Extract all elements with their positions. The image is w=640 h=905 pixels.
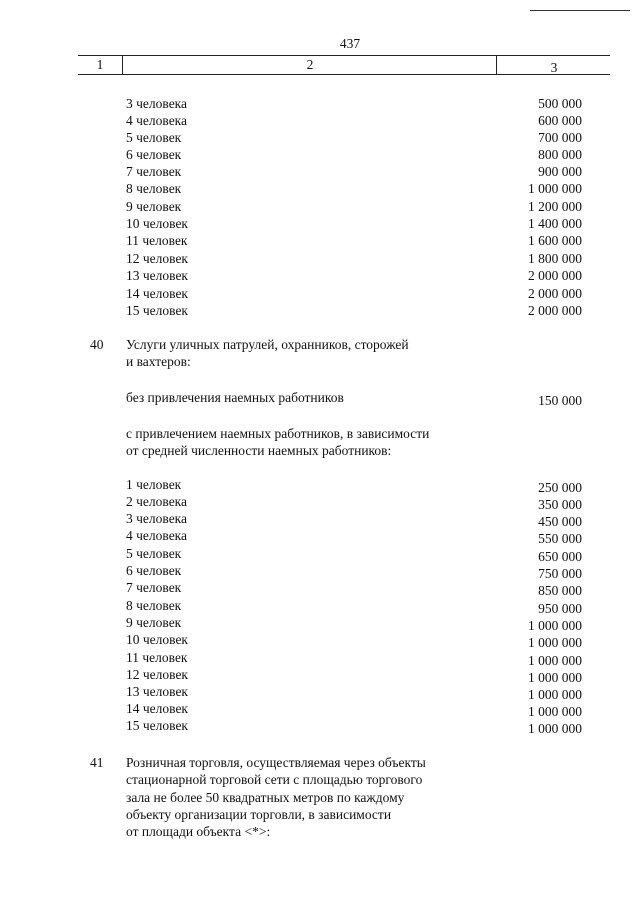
row-value: 1 000 000 <box>528 635 582 650</box>
list-item <box>0 129 640 146</box>
list-item <box>0 683 640 700</box>
row-value: 850 000 <box>538 583 582 598</box>
row-label: 9 человек <box>126 615 182 630</box>
without-hired-value: 150 000 <box>538 393 582 408</box>
item-41-text: Розничная торговля, осуществляемая через объекты <box>126 755 426 770</box>
without-hired-label: без привлечения наемных работников <box>126 390 344 405</box>
row-value: 500 000 <box>538 96 582 111</box>
row-value: 1 000 000 <box>528 653 582 668</box>
row-value: 1 200 000 <box>528 199 582 214</box>
item-40-title-line-1 <box>0 336 640 353</box>
row-label: 12 человек <box>126 667 188 682</box>
item-41-text: от площади объекта <*>: <box>126 824 271 839</box>
row-label: 9 человек <box>126 199 182 214</box>
list-item <box>0 250 640 267</box>
list-item <box>0 112 640 129</box>
list-item <box>0 614 640 631</box>
list-item <box>0 285 640 302</box>
with-hired-label: с привлечением наемных работников, в зависимости <box>126 426 430 441</box>
list-item <box>0 597 640 614</box>
row-value: 1 800 000 <box>528 251 582 266</box>
item-41-text: объекту организации торговли, в зависимости <box>126 807 392 822</box>
row-label: 14 человек <box>126 701 188 716</box>
row-value: 1 600 000 <box>528 233 582 248</box>
row-value: 350 000 <box>538 497 582 512</box>
list-item <box>0 510 640 527</box>
row-value: 2 000 000 <box>528 268 582 283</box>
row-value: 1 000 000 <box>528 618 582 633</box>
row-value: 2 000 000 <box>528 286 582 301</box>
row-label: 3 человека <box>126 96 188 111</box>
row-value: 1 000 000 <box>528 670 582 685</box>
row-label: 6 человек <box>126 563 182 578</box>
header-col-3-label: 3 <box>550 60 558 75</box>
row-label: 7 человек <box>126 580 182 595</box>
list-item <box>0 666 640 683</box>
row-value: 650 000 <box>538 549 582 564</box>
item-40-number: 40 <box>90 337 104 352</box>
list-item <box>0 700 640 717</box>
row-value: 550 000 <box>538 531 582 546</box>
with-hired-label-cont: от средней численности наемных работников: <box>126 443 392 458</box>
item-41-line-3 <box>0 789 640 806</box>
row-value: 2 000 000 <box>528 303 582 318</box>
row-label: 11 человек <box>126 233 188 248</box>
row-label: 10 человек <box>126 632 188 647</box>
row-label: 4 человека <box>126 528 188 543</box>
row-value: 1 000 000 <box>528 721 582 736</box>
row-label: 8 человек <box>126 181 182 196</box>
list-item <box>0 717 640 734</box>
item-41-line-1 <box>0 754 640 771</box>
row-label: 4 человека <box>126 113 188 128</box>
row-value: 450 000 <box>538 514 582 529</box>
item-40-title-cont: и вахтеров: <box>126 354 191 369</box>
row-label: 15 человек <box>126 718 188 733</box>
item-40-title-line-2 <box>0 353 640 370</box>
header-col-3 <box>496 56 611 74</box>
item-40-without-hired <box>0 389 640 406</box>
list-item <box>0 579 640 596</box>
item-41-line-4 <box>0 806 640 823</box>
page-number: 437 <box>339 36 361 51</box>
row-label: 13 человек <box>126 684 188 699</box>
row-value: 950 000 <box>538 601 582 616</box>
item-40-title: Услуги уличных патрулей, охранников, сторожей <box>126 337 409 352</box>
row-value: 900 000 <box>538 164 582 179</box>
list-item <box>0 146 640 163</box>
item-41-number: 41 <box>90 755 104 770</box>
row-label: 5 человек <box>126 546 182 561</box>
list-item <box>0 562 640 579</box>
row-label: 12 человек <box>126 251 188 266</box>
row-label: 13 человек <box>126 268 188 283</box>
row-value: 750 000 <box>538 566 582 581</box>
row-label: 8 человек <box>126 598 182 613</box>
item-41-line-5 <box>0 823 640 840</box>
row-value: 800 000 <box>538 147 582 162</box>
row-value: 1 000 000 <box>528 704 582 719</box>
top-right-rule <box>530 10 630 11</box>
row-value: 600 000 <box>538 113 582 128</box>
list-item <box>0 215 640 232</box>
header-col-2: 2 <box>122 56 497 74</box>
row-value: 1 400 000 <box>528 216 582 231</box>
list-item <box>0 198 640 215</box>
item-41-text: зала не более 50 квадратных метров по каждому <box>126 790 405 805</box>
header-col-1: 1 <box>96 57 104 72</box>
list-item <box>0 180 640 197</box>
list-item <box>0 527 640 544</box>
item-40-with-hired-line-2 <box>0 442 640 459</box>
table-header-row <box>78 55 610 75</box>
list-item <box>0 163 640 180</box>
item-41-line-2 <box>0 771 640 788</box>
row-label: 14 человек <box>126 286 188 301</box>
list-item <box>0 302 640 319</box>
row-label: 15 человек <box>126 303 188 318</box>
list-item <box>0 232 640 249</box>
row-label: 6 человек <box>126 147 182 162</box>
row-value: 700 000 <box>538 130 582 145</box>
list-item <box>0 95 640 112</box>
row-label: 3 человека <box>126 511 188 526</box>
row-value: 1 000 000 <box>528 687 582 702</box>
item-41-text: стационарной торговой сети с площадью торгового <box>126 772 423 787</box>
row-value: 250 000 <box>538 480 582 495</box>
row-value: 1 000 000 <box>528 181 582 196</box>
list-item <box>0 649 640 666</box>
list-item <box>0 267 640 284</box>
list-item <box>0 631 640 648</box>
row-label: 7 человек <box>126 164 182 179</box>
row-label: 11 человек <box>126 650 188 665</box>
row-label: 2 человека <box>126 494 188 509</box>
row-label: 10 человек <box>126 216 188 231</box>
item-40-with-hired-line-1 <box>0 425 640 442</box>
list-item <box>0 493 640 510</box>
list-item <box>0 476 640 493</box>
row-label: 1 человек <box>126 477 182 492</box>
row-label: 5 человек <box>126 130 182 145</box>
list-item <box>0 545 640 562</box>
